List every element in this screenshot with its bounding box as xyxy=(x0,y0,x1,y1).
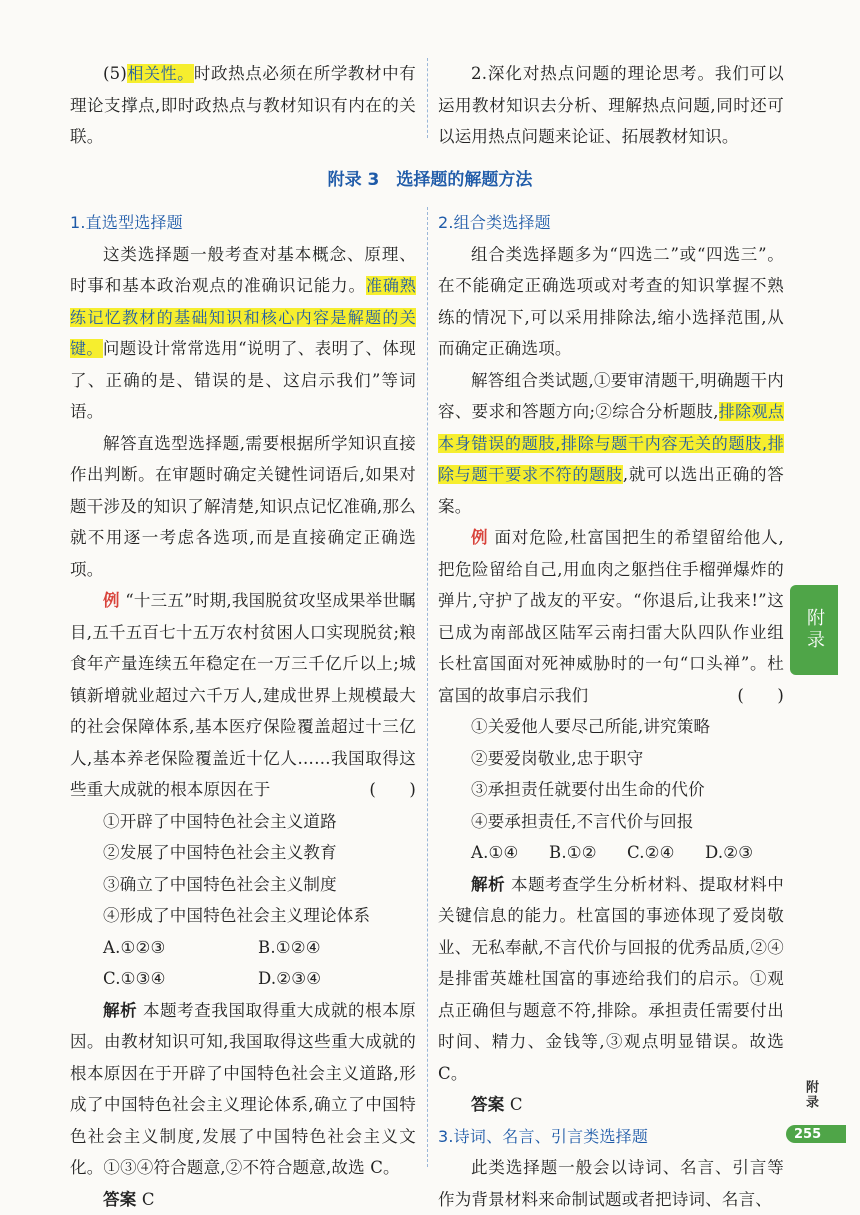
side-tab: 附录 xyxy=(790,585,838,675)
choice-d: D.②③④ xyxy=(258,963,321,995)
option-item: ①关爱他人要尽己所能,讲究策略 xyxy=(438,711,784,743)
choice-a: A.①②③ xyxy=(103,932,258,964)
page-number: 255 xyxy=(786,1125,846,1143)
choice-b: B.①②④ xyxy=(258,932,321,964)
answer-line: 答案 C xyxy=(70,1184,416,1215)
answer-paren: ( ) xyxy=(704,680,784,712)
section-heading-1: 1.直选型选择题 xyxy=(70,207,416,239)
right-column xyxy=(438,207,784,1215)
column-divider xyxy=(427,207,428,1167)
paragraph: 组合类选择题多为“四选二”或“四选三”。在不能确定正确选项或对考查的知识掌握不熟练的情况下,可以采用排除法,缩小选择范围,从而确定正确选项。 xyxy=(438,239,784,365)
example-paragraph: 例 “十三五”时期,我国脱贫攻坚成果举世瞩目,五千五百七十五万农村贫困人口实现脱贫;粮食年产量连续五年稳定在一万三千亿斤以上;城镇新增就业超过六千万人,建成世界上规模最大的社会保障体系,基本医疗保险覆盖超过十三亿人,基本养老保险覆盖近十亿人……我国取得这些重大成就的根本原因在于 ( ) xyxy=(70,585,416,806)
left-column xyxy=(70,207,416,1215)
option-item: ③承担责任就要付出生命的代价 xyxy=(438,774,784,806)
top-right-column xyxy=(438,58,784,153)
example-label: 例 xyxy=(103,591,120,610)
paragraph: 解答组合类试题,①要审清题干,明确题干内容、要求和答题方向;②综合分析题肢,排除观点本身错误的题肢,排除与题干内容无关的题肢,排除与题干要求不符的题肢,就可以选出正确的答案。 xyxy=(438,365,784,523)
answer-paren: ( ) xyxy=(336,774,416,806)
analysis-label: 解析 xyxy=(103,1001,137,1020)
section-heading-3: 3.诗词、名言、引言类选择题 xyxy=(438,1121,784,1153)
paragraph: (5)相关性。时政热点必须在所学教材中有理论支撑点,即时政热点与教材知识有内在的关联。 xyxy=(70,58,416,153)
analysis-paragraph: 解析 本题考查学生分析材料、提取材料中关键信息的能力。杜富国的事迹体现了爱岗敬业、无私奉献,不言代价与回报的优秀品质,②④是排雷英雄杜国富的事迹给我们的启示。①观点正确但与题意不符,排除。承担责任需要付出时间、精力、金钱等,③观点明显错误。故选 C。 xyxy=(438,869,784,1090)
top-left-column xyxy=(70,58,416,153)
paragraph: 此类选择题一般会以诗词、名言、引言等作为背景材料来命制试题或者把诗词、名言、 xyxy=(438,1152,784,1215)
answer-label: 答案 xyxy=(103,1190,136,1209)
paragraph: 这类选择题一般考查对基本概念、原理、时事和基本政治观点的准确识记能力。准确熟练记忆教材的基础知识和核心内容是解题的关键。问题设计常常选用“说明了、表明了、体现了、正确的是、错误的是、这启示我们”等词语。 xyxy=(70,239,416,428)
section-heading-2: 2.组合类选择题 xyxy=(438,207,784,239)
paragraph: 解答直选型选择题,需要根据所学知识直接作出判断。在审题时确定关键性词语后,如果对题干涉及的知识了解清楚,知识点记忆准确,那么就不用逐一考虑各选项,而是直接确定正确选项。 xyxy=(70,428,416,586)
option-item: ①开辟了中国特色社会主义道路 xyxy=(70,806,416,838)
example-label: 例 xyxy=(471,528,488,547)
paragraph: 2.深化对热点问题的理论思考。我们可以运用教材知识去分析、理解热点问题,同时还可以运用热点问题来论证、拓展教材知识。 xyxy=(438,58,784,153)
option-item: ②要爱岗敬业,忠于职守 xyxy=(438,743,784,775)
footer-section-label: 附录 xyxy=(800,1080,820,1110)
choice-row xyxy=(70,932,416,964)
example-paragraph: 例 面对危险,杜富国把生的希望留给他人,把危险留给自己,用血肉之躯挡住手榴弹爆炸的弹片,守护了战友的平安。“你退后,让我来!”这已成为南部战区陆军云南扫雷大队四队作业组长杜富国面对死神威胁时的一句“口头禅”。杜富国的故事启示我们 ( ) xyxy=(438,522,784,711)
analysis-paragraph: 解析 本题考查我国取得重大成就的根本原因。由教材知识可知,我国取得这些重大成就的根本原因在于开辟了中国特色社会主义道路,形成了中国特色社会主义理论体系,确立了中国特色社会主义制度,发展了中国特色社会主义文化。①③④符合题意,②不符合题意,故选 C。 xyxy=(70,995,416,1184)
choice-a: A.①④ xyxy=(471,837,549,869)
answer-line: 答案 C xyxy=(438,1089,784,1121)
answer-label: 答案 xyxy=(471,1095,504,1114)
choice-c: C.①③④ xyxy=(103,963,258,995)
choice-row xyxy=(70,963,416,995)
option-item: ②发展了中国特色社会主义教育 xyxy=(70,837,416,869)
option-item: ③确立了中国特色社会主义制度 xyxy=(70,869,416,901)
choice-b: B.①② xyxy=(549,837,627,869)
choice-d: D.②③ xyxy=(705,837,753,869)
column-divider xyxy=(427,58,428,138)
choice-c: C.②④ xyxy=(627,837,705,869)
option-item: ④要承担责任,不言代价与回报 xyxy=(438,806,784,838)
option-item: ④形成了中国特色社会主义理论体系 xyxy=(70,900,416,932)
choice-row xyxy=(438,837,784,869)
appendix-title: 附录 3 选择题的解题方法 xyxy=(0,165,860,190)
analysis-label: 解析 xyxy=(471,875,505,894)
